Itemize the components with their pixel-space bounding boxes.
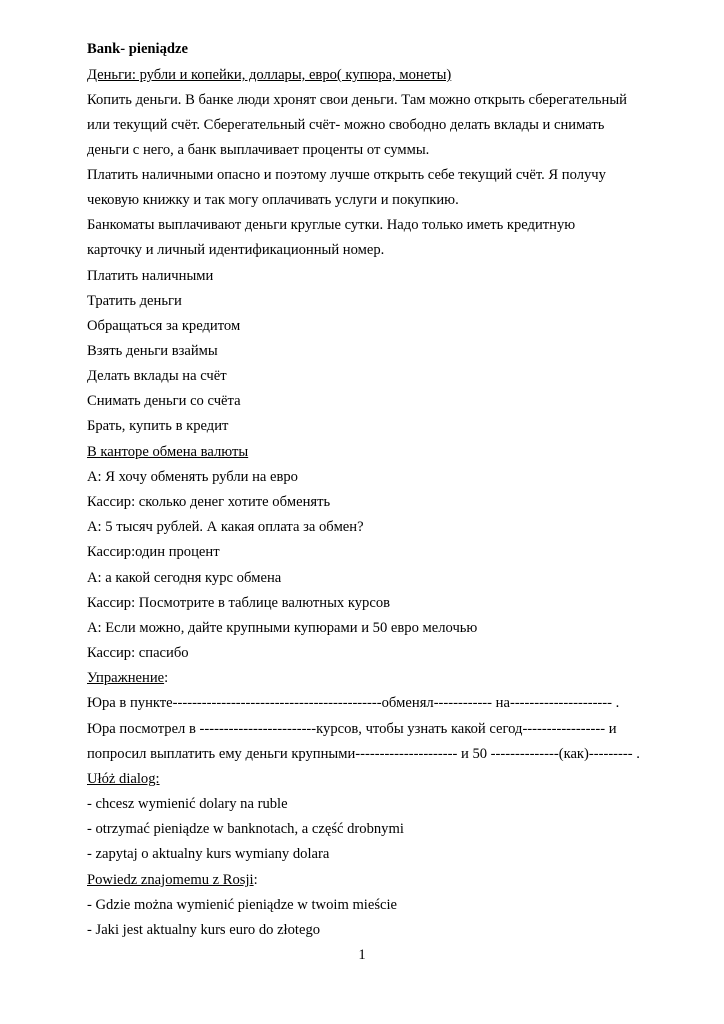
phrase-item: Обращаться за кредитом [87,318,241,334]
exercise-heading: Упражнение [87,670,165,686]
tell-heading-row [87,871,684,889]
compose-item: - chcesz wymienić dolary na ruble [87,796,288,812]
page-number: 1 [358,947,366,963]
phrase-item: Платить наличными [87,268,214,284]
dialog-line: А: а какой сегодня курс обмена [87,570,282,586]
exercise-heading-colon: : [164,670,169,686]
exercise-line: попросил выплатить ему деньги крупными--------------------- и 50 --------------(как)--------- . [87,746,640,762]
phrase-item: Брать, купить в кредит [87,418,229,434]
paragraph-line: Копить деньги. В банке люди хронят свои деньги. Там можно открыть сберегательный [87,92,627,108]
paragraph-line: деньги с него, а банк выплачивает проценты от суммы. [87,142,430,158]
compose-item: - zapytaj o aktualny kurs wymiany dolara [87,846,330,862]
phrase-item: Взять деньги взаймы [87,343,218,359]
exercise-heading-row [87,669,684,687]
paragraph-line: или текущий счёт. Сберегательный счёт- можно свободно делать вклады и снимать [87,117,605,133]
phrase-item: Тратить деньги [87,293,182,309]
dialog-line: Кассир: спасибо [87,645,189,661]
tell-heading: Powiedz znajomemu z Rosji [87,872,254,888]
paragraph-line: карточку и личный идентификационный номер. [87,242,385,258]
paragraph-line: Банкоматы выплачивают деньги круглые сутки. Надо только иметь кредитную [87,217,576,233]
exchange-heading: В канторе обмена валюты [87,444,249,460]
tell-heading-colon: : [253,872,258,888]
exercise-line: Юра в пункте-------------------------------------------обменял------------ на--------------------- . [87,695,620,711]
compose-heading: Ułóż dialog: [87,771,160,787]
exercise-line: Юра посмотрел в ------------------------курсов, чтобы узнать какой сегод----------------- и [87,721,617,737]
document-title: Bank- pieniądze [87,41,188,57]
dialog-line: А: Я хочу обменять рубли на евро [87,469,298,485]
phrase-item: Делать вклады на счёт [87,368,227,384]
paragraph-line: чековую книжку и так могу оплачивать услуги и покупкию. [87,192,459,208]
dialog-line: Кассир: сколько денег хотите обменять [87,494,331,510]
tell-item: - Gdzie można wymienić pieniądze w twoim mieście [87,897,398,913]
dialog-line: Кассир: Посмотрите в таблице валютных курсов [87,595,391,611]
phrase-item: Снимать деньги со счёта [87,393,241,409]
paragraph-line: Платить наличными опасно и поэтому лучше открыть себе текущий счёт. Я получу [87,167,606,183]
compose-item: - otrzymać pieniądze w banknotach, a część drobnymi [87,821,404,837]
money-heading: Деньги: рубли и копейки, доллары, евро( купюра, монеты) [87,67,452,83]
dialog-line: А: 5 тысяч рублей. А какая оплата за обмен? [87,519,364,535]
dialog-line: А: Если можно, дайте крупными купюрами и 50 евро мелочью [87,620,478,636]
tell-item: - Jaki jest aktualny kurs euro do złotego [87,922,321,938]
dialog-line: Кассир:один процент [87,544,220,560]
